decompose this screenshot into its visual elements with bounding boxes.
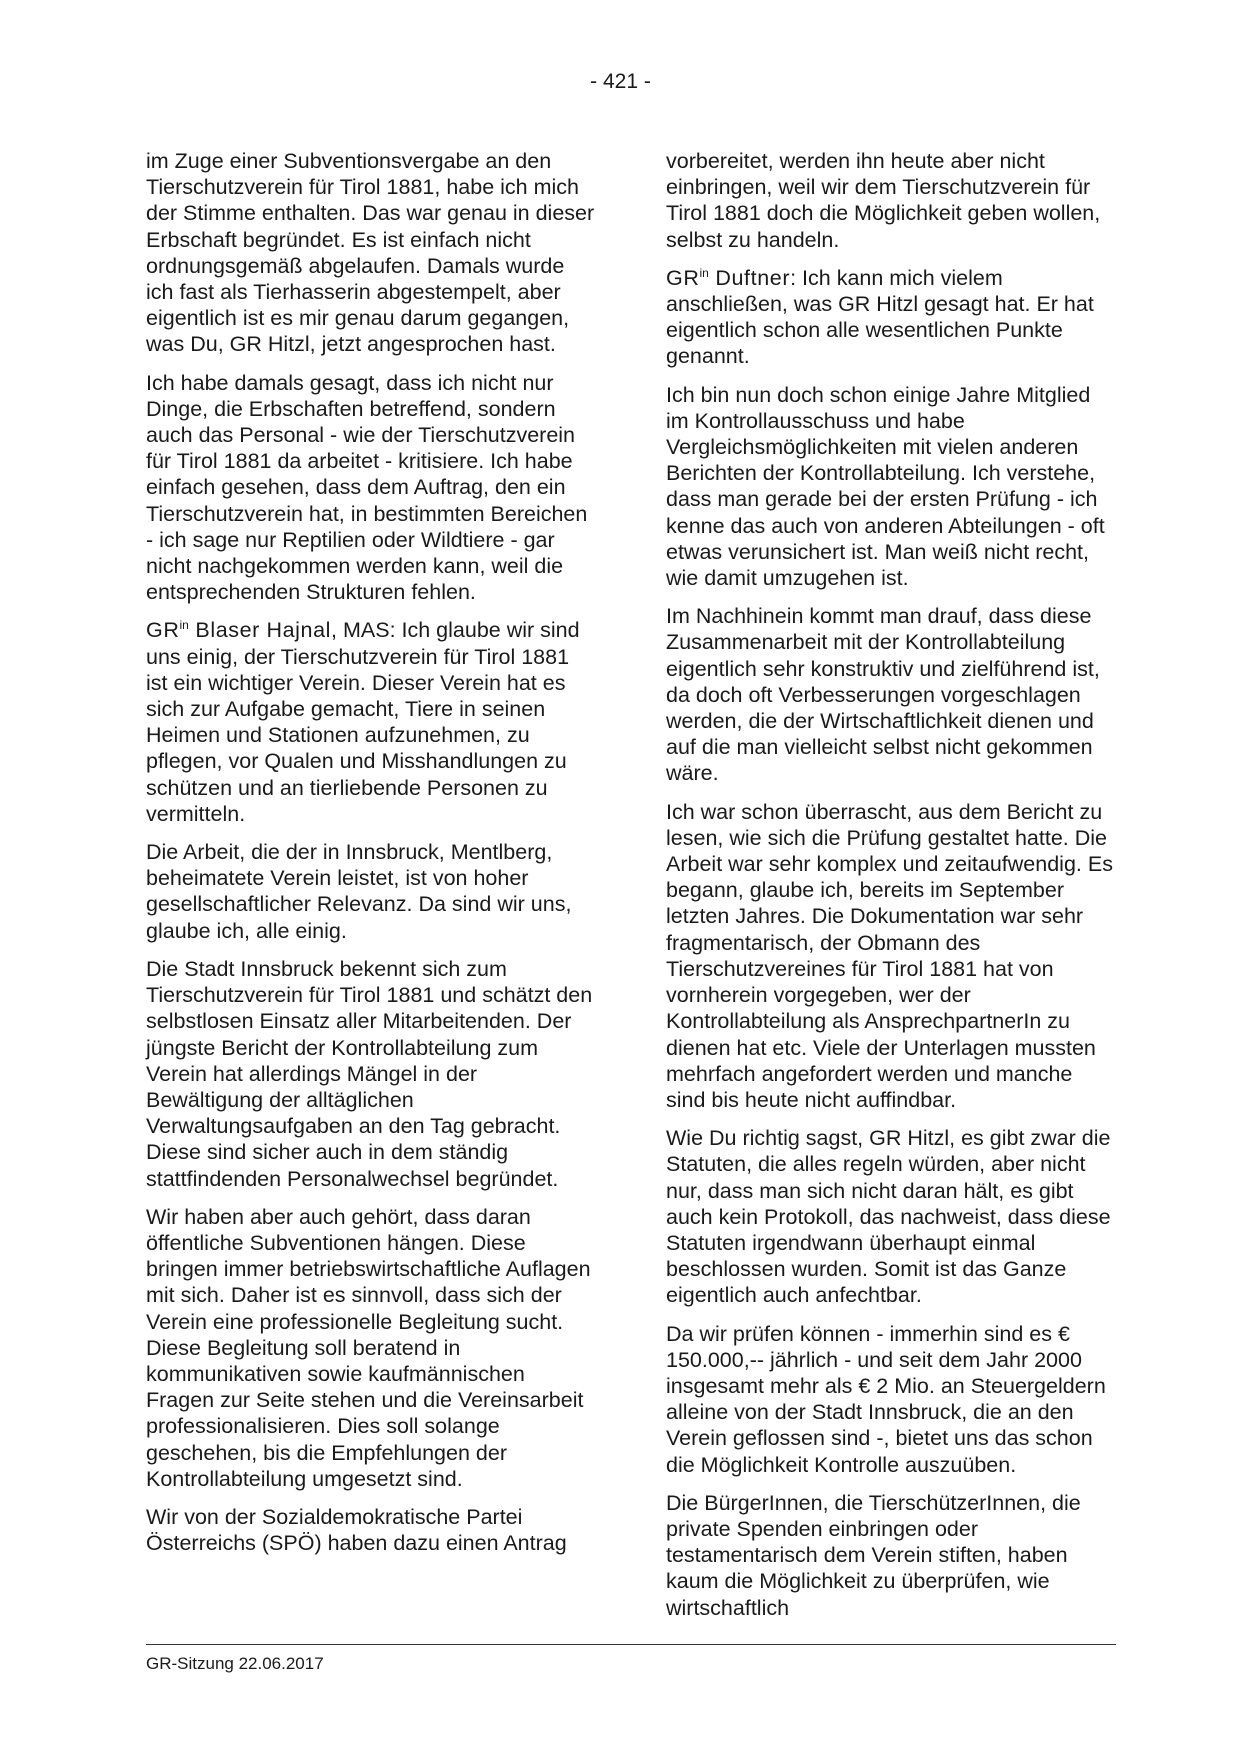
speaker-prefix: GR: [146, 618, 180, 643]
speaker-label: [666, 266, 790, 290]
left-column: [146, 148, 596, 1568]
speaker-text: : Ich kann mich vielem anschließen, was GR Hitzl gesagt hat. Er hat eigentlich schon alle wesentlichen Punkte genannt.: [666, 265, 1094, 369]
paragraph: Da wir prüfen können - immerhin sind es € 150.000,-- jährlich - und seit dem Jahr 2000 insgesamt mehr als € 2 Mio. an Steuergeldern alleine von der Stadt Innsbruck, die an den Verein geflossen sind -, bietet uns das schon die Möglichkeit Kontrolle auszuüben.: [666, 1321, 1106, 1477]
paragraph: Ich war schon überrascht, aus dem Bericht zu lesen, wie sich die Prüfung gestaltet hatte. Die Arbeit war sehr komplex und zeitaufwendig. Es begann, glaube ich, bereits im September letzten Jahres. Die Dokumentation war sehr fragmentarisch, der Obmann des Tierschutzvereines für Tirol 1881 hat von vornherein vorgegeben, wer der Kontrollabteilung als AnsprechpartnerIn zu dienen hat etc. Viele der Unterlagen mussten mehrfach angefordert werden und manche sind bis heute nicht auffindbar.: [666, 799, 1113, 1112]
speaker-paragraph: [146, 617, 596, 827]
page-number: - 421 -: [590, 70, 651, 93]
speaker-text: , MAS: Ich glaube wir sind uns einig, der Tierschutzverein für Tirol 1881 ist ein wichtiger Verein. Dieser Verein hat es sich zur Aufgabe gemacht, Tiere in seinen Heimen und Stationen aufzunehmen, zu pflegen, vor Qualen und Misshandlungen zu schützen und an tierliebende Personen zu vermitteln.: [146, 618, 580, 826]
paragraph: Die Stadt Innsbruck bekennt sich zum Tierschutzverein für Tirol 1881 und schätzt den selbstlosen Einsatz aller Mitarbeitenden. Der jüngste Bericht der Kontrollabteilung zum Verein hat allerdings Mängel in der Bewältigung der alltäglichen Verwaltungsaufgaben an den Tag gebracht. Diese sind sicher auch in dem ständig stattfindenden Personalwechsel begründet.: [146, 956, 593, 1191]
paragraph: Die BürgerInnen, die TierschützerInnen, die private Spenden einbringen oder testamentarisch dem Verein stiften, haben kaum die Möglichkeit zu überprüfen, wie wirtschaftlich: [666, 1490, 1081, 1620]
paragraph: Ich habe damals gesagt, dass ich nicht nur Dinge, die Erbschaften betreffend, sondern auch das Personal - wie der Tierschutzverein für Tirol 1881 da arbeitet - kritisiere. Ich habe einfach gesehen, dass dem Auftrag, den ein Tierschutzverein hat, in bestimmten Bereichen - ich sage nur Reptilien oder Wildtiere - gar nicht nachgekommen werden kann, weil die entsprechenden Strukturen fehlen.: [146, 370, 588, 605]
speaker-name: Duftner: [715, 265, 791, 290]
paragraph: Im Nachhinein kommt man drauf, dass diese Zusammenarbeit mit der Kontrollabteilung eigentlich sehr konstruktiv und zielführend ist, da doch oft Verbesserungen vorgeschlagen werden, die der Wirtschaftlichkeit dienen und auf die man vielleicht selbst nicht gekommen wäre.: [666, 604, 1100, 786]
speaker-name: Blaser Hajnal: [195, 618, 332, 643]
speaker-prefix: GR: [666, 265, 700, 290]
paragraph: Wir von der Sozialdemokratische Partei Österreichs (SPÖ) haben dazu einen Antrag: [146, 1504, 567, 1556]
paragraph: im Zuge einer Subventionsvergabe an den Tierschutzverein für Tirol 1881, habe ich mich der Stimme enthalten. Das war genau in dieser Erbschaft begründet. Es ist einfach nicht ordnungsgemäß abgelaufen. Damals wurde ich fast als Tierhasserin abgestempelt, aber eigentlich ist es mir genau darum gegangen, was Du, GR Hitzl, jetzt angesprochen hast.: [146, 149, 595, 357]
speaker-paragraph: [666, 265, 1116, 370]
paragraph: Die Arbeit, die der in Innsbruck, Mentlberg, beheimatete Verein leistet, ist von hoher gesellschaftlicher Relevanz. Da sind wir uns, glaube ich, alle einig.: [146, 840, 572, 943]
speaker-label: [146, 618, 331, 642]
footer-session-label: GR-Sitzung 22.06.2017: [146, 1654, 324, 1673]
paragraph: Wir haben aber auch gehört, dass daran öffentliche Subventionen hängen. Diese bringen immer betriebswirtschaftliche Auflagen mit sich. Daher ist es sinnvoll, dass sich der Verein eine professionelle Begleitung sucht. Diese Begleitung soll beratend in kommunikativen sowie kaufmännischen Fragen zur Seite stehen und die Vereinsarbeit professionalisieren. Dies soll solange geschehen, bis die Empfehlungen der Kontrollabteilung umgesetzt sind.: [146, 1204, 591, 1491]
right-column: [666, 148, 1116, 1633]
speaker-sup: in: [179, 618, 189, 633]
paragraph: Ich bin nun doch schon einige Jahre Mitglied im Kontrollausschuss und habe Vergleichsmöglichkeiten mit vielen anderen Berichten der Kontrollabteilung. Ich verstehe, dass man gerade bei der ersten Prüfung - ich kenne das auch von anderen Abteilungen - oft etwas verunsichert ist. Man weiß nicht recht, wie damit umzugehen ist.: [666, 382, 1105, 591]
paragraph: vorbereitet, werden ihn heute aber nicht einbringen, weil wir dem Tierschutzverein für Tirol 1881 doch die Möglichkeit geben wollen, selbst zu handeln.: [666, 149, 1101, 252]
paragraph: Wie Du richtig sagst, GR Hitzl, es gibt zwar die Statuten, die alles regeln würden, aber nicht nur, dass man sich nicht daran hält, es gibt auch kein Protokoll, das nachweist, dass diese Statuten irgendwann überhaupt einmal beschlossen wurden. Somit ist das Ganze eigentlich auch anfechtbar.: [666, 1126, 1111, 1308]
footer-divider: [146, 1644, 1116, 1645]
speaker-sup: in: [699, 265, 709, 280]
